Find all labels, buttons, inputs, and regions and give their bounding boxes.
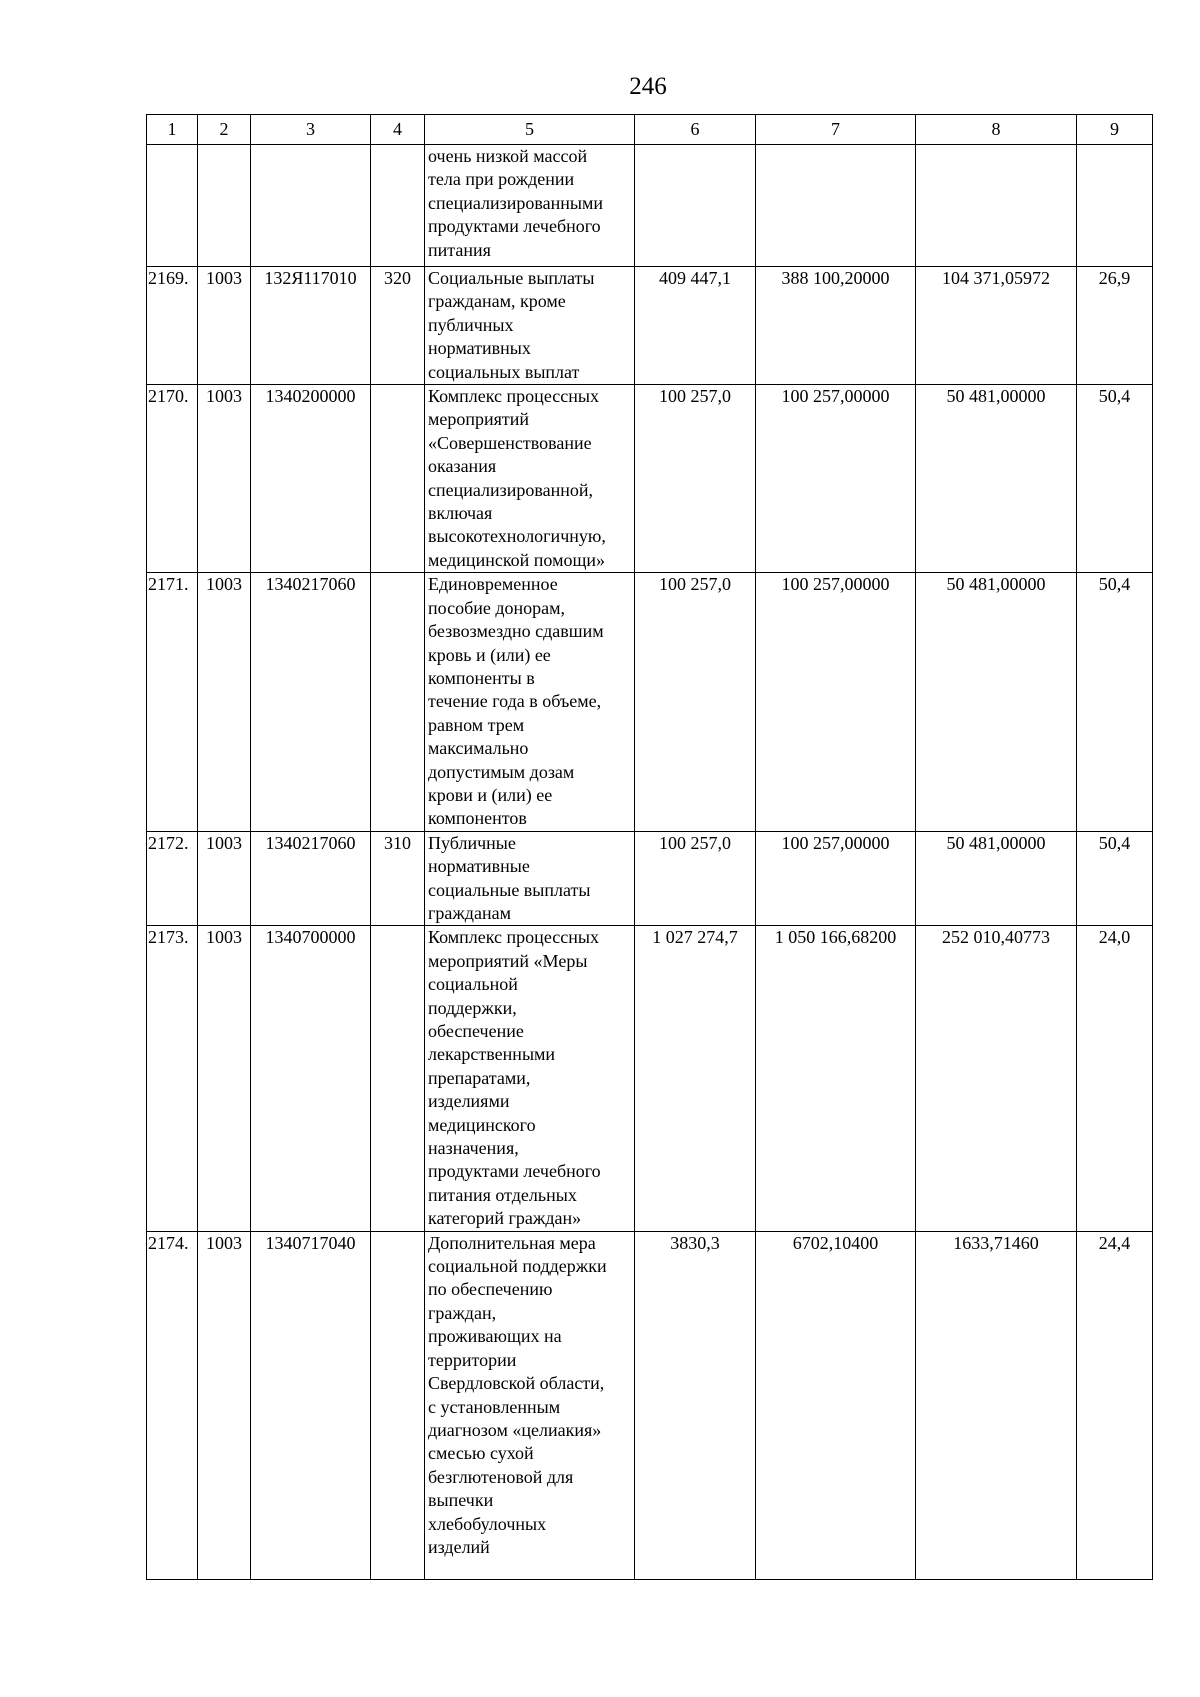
amount-col8-cell: 1633,71460 [916,1231,1077,1579]
section-code-cell [198,145,251,267]
header-cell: 6 [635,115,756,145]
description-line: социальной [428,974,518,995]
percent-col9-cell [1077,145,1153,267]
row-number-cell: 2171. [147,573,198,831]
description-line: безглютеновой для [428,1466,574,1487]
description-line: продуктами лечебного [428,1161,601,1182]
amount-col8-cell: 252 010,40773 [916,926,1077,1231]
description-line: территории [428,1349,517,1370]
amount-col6-cell: 1 027 274,7 [635,926,756,1231]
amount-col8-cell: 104 371,05972 [916,267,1077,385]
description-line: мероприятий [428,409,530,430]
description-line: Комплекс процессных [428,927,599,948]
section-code-cell: 1003 [198,385,251,573]
table-row [147,831,1153,926]
expense-type-cell [371,926,425,1231]
expense-type-cell [371,1231,425,1579]
description-line: с установленным [428,1396,561,1417]
table-row [147,1231,1153,1579]
description-line: изделиями [428,1091,510,1112]
description-line: пособие донорам, [428,597,566,618]
row-number-cell: 2170. [147,385,198,573]
description-cell [425,1231,635,1579]
description-line: допустимым дозам [428,761,575,782]
row-number-cell: 2173. [147,926,198,1231]
amount-col7-cell: 6702,10400 [756,1231,916,1579]
target-code-cell: 132Я117010 [251,267,371,385]
description-line: Дополнительная мера [428,1232,596,1253]
description-line: равном трем [428,714,525,735]
description-line: публичных [428,314,514,335]
expense-type-cell: 310 [371,831,425,926]
description-line: кровь и (или) ее [428,644,551,665]
description-line: по обеспечению [428,1279,553,1300]
description-line: проживающих на [428,1326,562,1347]
target-code-cell: 1340217060 [251,831,371,926]
description-cell [425,831,635,926]
description-line: медицинского [428,1114,536,1135]
description-cell [425,145,635,267]
description-line: Публичные [428,832,516,853]
description-cell [425,573,635,831]
amount-col7-cell: 388 100,20000 [756,267,916,385]
description-line: течение года в объеме, [428,691,602,712]
description-line: крови и (или) ее [428,784,553,805]
amount-col6-cell: 409 447,1 [635,267,756,385]
section-code-cell: 1003 [198,573,251,831]
section-code-cell: 1003 [198,267,251,385]
description-line: оказания [428,456,497,477]
description-line: специализированными [428,192,604,213]
amount-col6-cell: 100 257,0 [635,573,756,831]
header-cell: 9 [1077,115,1153,145]
description-line: категорий граждан» [428,1208,582,1229]
header-cell: 3 [251,115,371,145]
budget-table [146,114,1153,1580]
amount-col6-cell: 100 257,0 [635,385,756,573]
description-line: безвозмездно сдавшим [428,621,604,642]
percent-col9-cell: 26,9 [1077,267,1153,385]
amount-col8-cell: 50 481,00000 [916,385,1077,573]
description-line: выпечки [428,1490,494,1511]
amount-col6-cell: 100 257,0 [635,831,756,926]
expense-type-cell [371,573,425,831]
header-cell: 1 [147,115,198,145]
row-number-cell: 2174. [147,1231,198,1579]
description-line: компоненты в [428,667,535,688]
amount-col7-cell: 100 257,00000 [756,385,916,573]
amount-col8-cell: 50 481,00000 [916,831,1077,926]
row-number-cell: 2169. [147,267,198,385]
description-line: питания [428,239,491,260]
percent-col9-cell: 50,4 [1077,385,1153,573]
description-cell [425,926,635,1231]
section-code-cell: 1003 [198,926,251,1231]
description-line: высокотехнологичную, [428,526,606,547]
description-line: обеспечение [428,1021,524,1041]
description-cell [425,267,635,385]
page-number: 246 [629,73,667,100]
table-row [147,145,1153,267]
description-line: диагнозом «целиакия» [428,1419,602,1440]
description-line: Комплекс процессных [428,386,599,407]
amount-col7-cell [756,145,916,267]
header-cell: 2 [198,115,251,145]
description-line: Единовременное [428,574,558,595]
row-number-cell: 2172. [147,831,198,926]
row-number-cell [147,145,198,267]
amount-col7-cell: 1 050 166,68200 [756,926,916,1231]
description-line: гражданам [428,902,511,923]
description-line: «Совершенствование [428,432,592,453]
description-line: препаратами, [428,1067,531,1088]
description-line: очень низкой массой [428,146,588,166]
description-line: гражданам, кроме [428,291,566,312]
description-line: включая [428,503,493,524]
amount-col6-cell [635,145,756,267]
description-line: Свердловской области, [428,1373,605,1394]
description-line: граждан, [428,1302,497,1323]
description-line: максимально [428,738,529,759]
header-row [147,115,1153,145]
table-row [147,267,1153,385]
header-cell: 7 [756,115,916,145]
amount-col8-cell: 50 481,00000 [916,573,1077,831]
description-line: смесью сухой [428,1443,534,1464]
section-code-cell: 1003 [198,831,251,926]
description-line: социальные выплаты [428,879,591,900]
target-code-cell: 1340200000 [251,385,371,573]
target-code-cell [251,145,371,267]
header-cell: 4 [371,115,425,145]
description-line: хлебобулочных [428,1513,547,1534]
description-line: поддержки, [428,997,517,1018]
description-line: лекарственными [428,1044,556,1065]
percent-col9-cell: 24,0 [1077,926,1153,1231]
amount-col7-cell: 100 257,00000 [756,831,916,926]
header-cell: 5 [425,115,635,145]
percent-col9-cell: 50,4 [1077,573,1153,831]
header-cell: 8 [916,115,1077,145]
expense-type-cell [371,385,425,573]
expense-type-cell: 320 [371,267,425,385]
expense-type-cell [371,145,425,267]
description-line: изделий [428,1536,490,1557]
table-row [147,573,1153,831]
description-line: мероприятий «Меры [428,950,588,971]
description-cell [425,385,635,573]
description-line: специализированной, [428,479,594,500]
description-line: нормативных [428,338,531,359]
description-line: социальной поддержки [428,1256,607,1277]
table-body [147,145,1153,1580]
description-line: нормативные [428,856,530,877]
amount-col8-cell [916,145,1077,267]
description-line: социальных выплат [428,361,580,382]
amount-col6-cell: 3830,3 [635,1231,756,1579]
description-line: продуктами лечебного [428,216,601,237]
target-code-cell: 1340700000 [251,926,371,1231]
target-code-cell: 1340717040 [251,1231,371,1579]
description-line: Социальные выплаты [428,268,595,288]
target-code-cell: 1340217060 [251,573,371,831]
description-line: назначения, [428,1138,519,1159]
description-line: питания отдельных [428,1184,577,1205]
description-line: медицинской помощи» [428,549,605,570]
section-code-cell: 1003 [198,1231,251,1579]
description-line: тела при рождении [428,169,575,190]
percent-col9-cell: 50,4 [1077,831,1153,926]
description-line: компонентов [428,808,527,829]
table-row [147,385,1153,573]
percent-col9-cell: 24,4 [1077,1231,1153,1579]
table-row [147,926,1153,1231]
amount-col7-cell: 100 257,00000 [756,573,916,831]
